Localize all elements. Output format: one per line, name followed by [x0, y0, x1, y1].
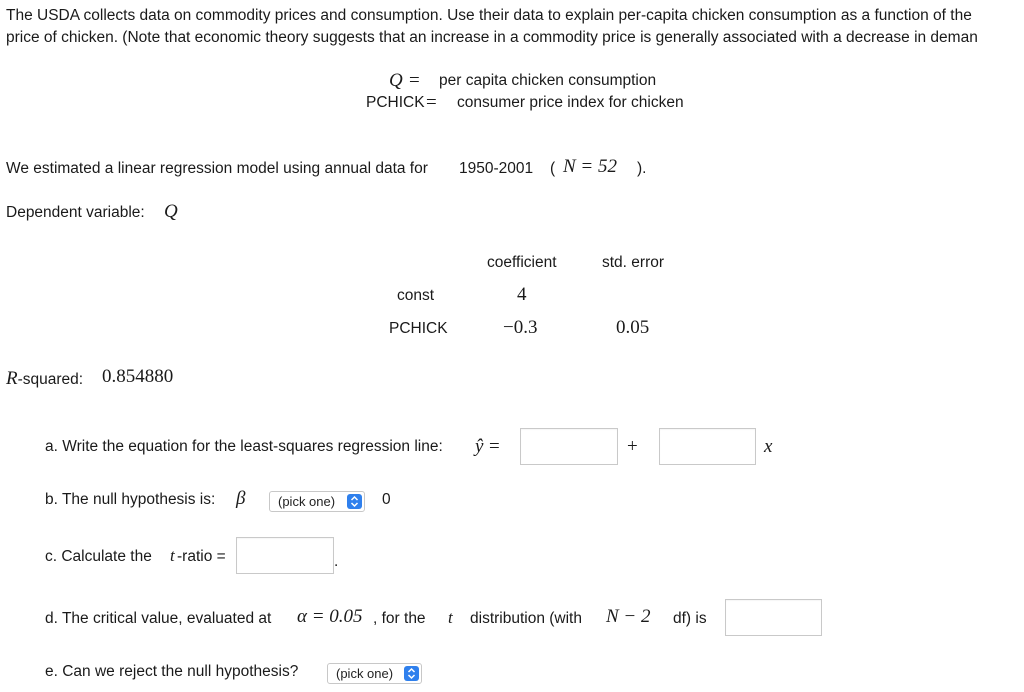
question-c-label: c. Calculate the [45, 548, 152, 565]
row-pchick-se: 0.05 [616, 317, 650, 338]
def-pchick-symbol: PCHICK [366, 94, 425, 111]
plus-sign: + [627, 436, 638, 457]
question-a-label: a. Write the equation for the least-squares regression line: [45, 438, 443, 455]
slope-input[interactable] [659, 428, 756, 465]
def-q-description: per capita chicken consumption [439, 72, 657, 89]
dependent-variable-label: Dependent variable: [6, 204, 145, 221]
question-d-distribution: distribution (with [470, 610, 582, 627]
reject-null-select[interactable] [327, 663, 422, 684]
question-d-label: d. The critical value, evaluated at [45, 610, 272, 627]
alpha-expression: α = 0.05 [297, 606, 363, 627]
def-pchick-description: consumer price index for chicken [457, 94, 684, 111]
intercept-input[interactable] [520, 428, 618, 465]
t-symbol: t [170, 546, 175, 565]
model-open-paren: ( [550, 160, 556, 177]
select-arrows-icon [347, 494, 362, 509]
row-pchick-coef: −0.3 [503, 317, 538, 338]
y-hat-symbol: ŷ [475, 436, 484, 457]
beta-symbol: β [236, 488, 246, 509]
question-b-label: b. The null hypothesis is: [45, 491, 216, 508]
def-pchick-equals: = [426, 92, 437, 113]
critical-value-input[interactable] [725, 599, 822, 636]
header-coefficient: coefficient [487, 254, 557, 271]
x-variable: x [764, 436, 773, 457]
r-squared-label: R-squared: [6, 368, 84, 389]
def-q-symbol: Q [389, 70, 403, 91]
model-years: 1950-2001 [459, 160, 534, 177]
t-ratio-input[interactable] [236, 537, 334, 574]
question-d-for-the: , for the [373, 610, 426, 627]
question-c-label-2: -ratio = [177, 548, 226, 565]
question-e-label: e. Can we reject the null hypothesis? [45, 663, 299, 680]
intro-line-1: The USDA collects data on commodity prices and consumption. Use their data to explain per-capita chicken consumption as a function of the [6, 7, 972, 24]
dependent-variable-q: Q [164, 201, 178, 222]
question-d-df: df) is [673, 610, 707, 627]
row-pchick-name: PCHICK [389, 320, 448, 337]
model-description: We estimated a linear regression model using annual data for [6, 160, 428, 177]
intro-line-2: price of chicken. (Note that economic theory suggests that an increase in a commodity price is generally associated with a decrease in deman [6, 29, 978, 46]
model-close-paren: ). [637, 160, 647, 177]
null-value: 0 [382, 491, 391, 508]
r-squared-value: 0.854880 [102, 366, 174, 387]
row-const-coef: 4 [517, 284, 527, 305]
question-a-equals: = [489, 436, 500, 457]
r-squared-symbol: R [6, 368, 18, 389]
select-arrows-icon [404, 666, 419, 681]
null-hypothesis-select[interactable] [269, 491, 365, 512]
question-c-period: . [334, 553, 339, 570]
reject-null-select-value: (pick one) [336, 666, 394, 681]
header-std-error: std. error [602, 254, 665, 271]
null-hypothesis-select-value: (pick one) [278, 494, 336, 509]
def-q-equals: = [409, 70, 420, 91]
sample-size: N = 52 [563, 156, 617, 177]
row-const-name: const [397, 287, 435, 304]
n-minus-2: N − 2 [606, 606, 651, 627]
t-distribution-symbol: t [448, 608, 453, 627]
